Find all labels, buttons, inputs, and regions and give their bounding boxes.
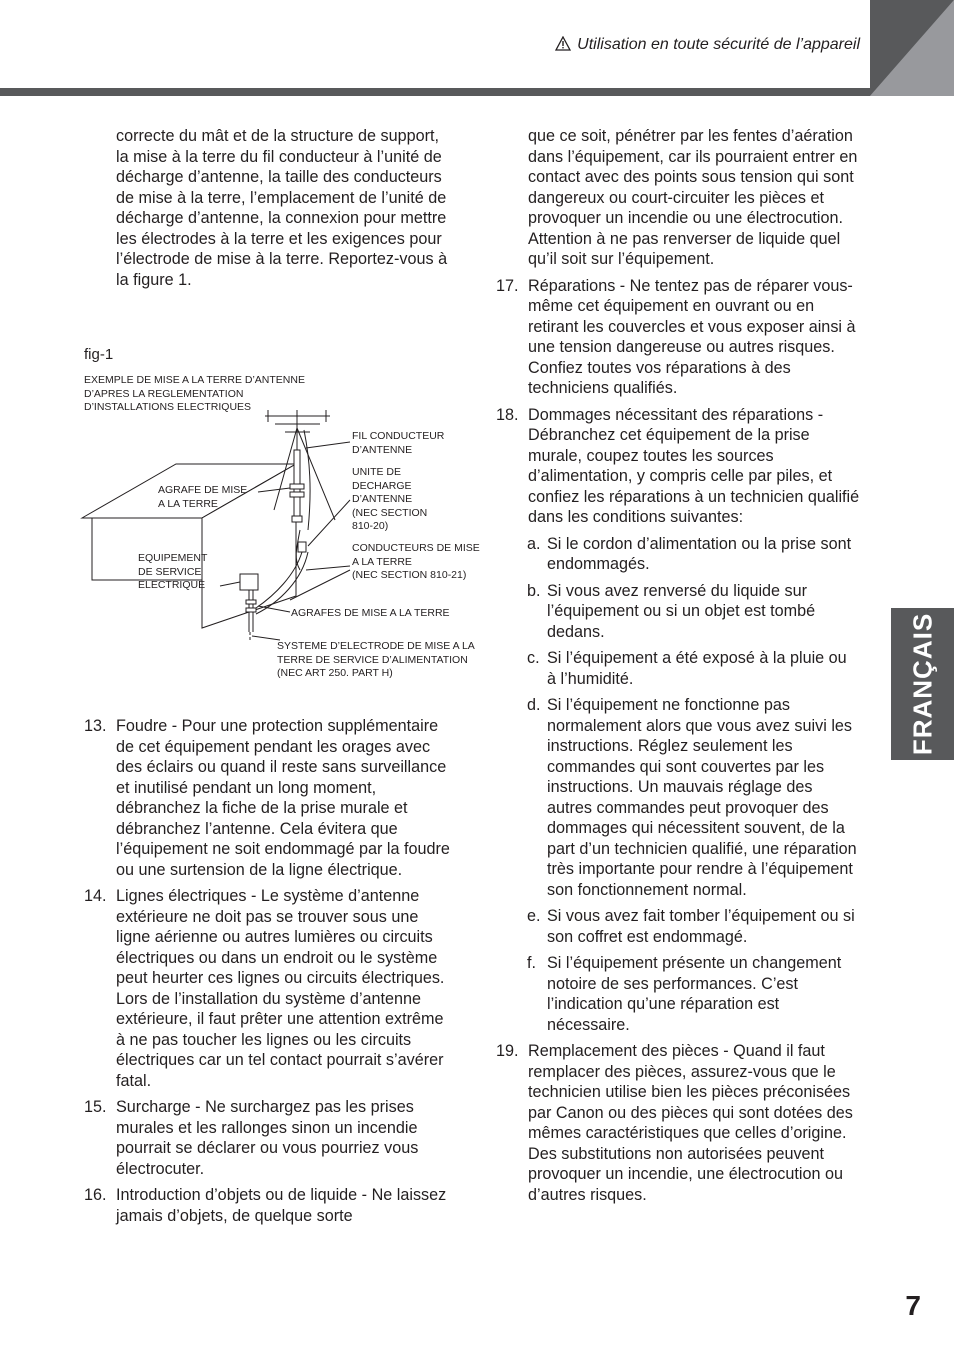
header-title-text: Utilisation en toute sécurité de l’appareil <box>577 36 860 53</box>
sub-item <box>527 953 860 1035</box>
label-ground-clamps: AGRAFES DE MISE A LA TERRE <box>291 607 450 619</box>
list-item <box>84 716 454 880</box>
label-grounding-conductors: CONDUCTEURS DE MISE A LA TERRE (NEC SECTION 810-21) <box>352 542 480 581</box>
continuation-paragraph: que ce soit, pénétrer par les fentes d’aération dans l’équipement, car ils pourraient entrer en contact avec des points sous tension qui sont dangereux ou court-circuiter les pièces et provoquer un incendie ou une électrocution. Attention à ne pas renverser de liquide quel qu’il soit sur l’équipement. <box>528 127 858 268</box>
item-number: 13. <box>84 717 107 735</box>
item-text: Remplacement des pièces - Quand il faut remplacer des pièces, assurez-vous que le technicien utilise bien les pièces préconisées par Canon ou des pièces qui sont dotées des mêmes caractéristiques que celles d’origine. Des substitutions non autorisées peuvent provoquer un incendie, une électrocution ou d’autres risques. <box>528 1042 853 1204</box>
sub-item-letter: b. <box>527 581 541 600</box>
list-item <box>84 886 454 1091</box>
item-number: 19. <box>496 1042 519 1060</box>
intro-paragraph: correcte du mât et de la structure de support, la mise à la terre du fil conducteur à l’unité de décharge d’antenne, la taille des conducteurs de mise à la terre, l’emplacement de l’unité de décharge d’antenne, la connexion pour mettre les électrodes à la terre et les exigences pour l’électrode de mise à la terre. Reportez-vous à la figure 1. <box>116 127 448 289</box>
sub-item <box>527 695 860 900</box>
sub-item-letter: e. <box>527 907 541 925</box>
sub-item <box>527 534 860 575</box>
sub-item-letter: c. <box>527 649 540 667</box>
sub-item <box>527 648 860 689</box>
item-number: 16. <box>84 1186 107 1204</box>
grounding-figure <box>80 370 500 690</box>
item-text: Surcharge - Ne surchargez pas les prises murales et les rallonges sinon un incendie pourrait se déclarer ou vous pourriez vous électrocuter. <box>116 1098 419 1178</box>
item-text: Lignes électriques - Le système d’antenne extérieure ne doit pas se trouver sous une ligne aérienne ou autres lumières ou circuits électriques ou dans un endroit ou le système peut heurter ces lignes ou circuits électriques. Lors de l’installation du système d’antenne extérieure, il faut prêter une attention extrême à ne pas toucher les lignes ou les circuits électriques car un tel contact pourrait s’avérer fatal. <box>116 887 445 1090</box>
page-number: 7 <box>905 1290 921 1321</box>
list-item <box>496 1041 860 1205</box>
sub-item-letter: a. <box>527 534 541 553</box>
figure-title: EXEMPLE DE MISE A LA TERRE D’ANTENNE D’APRES LA REGLEMENTATION D’INSTALLATIONS ELECTRIQUES <box>84 374 305 413</box>
label-service-equipment: EQUIPEMENT DE SERVICE ELECTRIQUE <box>138 552 208 591</box>
label-ground-clamp: AGRAFE DE MISE A LA TERRE <box>158 484 248 510</box>
sub-item-letter: d. <box>527 696 541 714</box>
sub-item-text: Si l’équipement ne fonctionne pas normalement alors que vous avez suivi les instructions. Réglez seulement les commandes qui sont couvertes par les instructions. Un mauvais réglage des autres commandes peut provoquer des dommages qui nécessitent souvent, de la part d’un technicien qualifié, une réparation très importante pour rendre à l’équipement son fonctionnement normal. <box>547 696 857 899</box>
header-title <box>500 36 860 56</box>
list-item <box>84 1097 454 1179</box>
item-text: Introduction d’objets ou de liquide - Ne laissez jamais d’objets, de quelque sorte <box>116 1186 447 1225</box>
right-column <box>496 126 860 1211</box>
corner-fold-icon <box>870 0 954 96</box>
figure-label: fig-1 <box>84 346 114 363</box>
left-intro <box>116 126 456 290</box>
label-electrode-system: SYSTEME D’ELECTRODE DE MISE A LA TERRE DE SERVICE D’ALIMENTATION (NEC ART 250. PART H) <box>277 640 475 679</box>
sub-item-text: Si vous avez renversé du liquide sur l’équipement ou si un objet est tombé dedans. <box>547 581 816 641</box>
list-item <box>496 405 860 528</box>
list-item <box>84 1185 454 1226</box>
label-discharge-unit: UNITE DE DECHARGE D’ANTENNE (NEC SECTION 810-20) <box>352 466 428 532</box>
item-number: 14. <box>84 887 107 905</box>
item-number: 17. <box>496 276 519 295</box>
sub-item <box>527 581 860 643</box>
item-text: Réparations - Ne tentez pas de réparer vous-même cet équipement en ouvrant ou en retirant les couvercles et vous exposer ainsi à une tension dangereuse ou autres risques. Confiez toutes vos réparations à des techniciens qualifiés. <box>528 276 856 397</box>
item-text: Foudre - Pour une protection supplémentaire de cet équipement pendant les orages avec des éclairs ou quand il reste sans surveillance et inutilisé pendant un long moment, débranchez la fiche de la prise murale et débranchez l’antenne. Cela évitera que l’équipement ne soit endommagé par la foudre ou une surtension de la ligne électrique. <box>116 717 450 879</box>
left-items <box>84 716 454 1232</box>
sub-item-letter: f. <box>527 954 536 972</box>
item-number: 18. <box>496 405 519 424</box>
sub-item-text: Si l’équipement a été exposé à la pluie ou à l’humidité. <box>547 649 847 688</box>
sub-item-text: Si vous avez fait tomber l’équipement ou si son coffret est endommagé. <box>547 907 855 946</box>
header-rule <box>0 88 954 96</box>
warning-triangle-icon <box>555 36 571 56</box>
sub-item-text: Si le cordon d’alimentation ou la prise sont endommagés. <box>547 534 852 573</box>
item-number: 15. <box>84 1098 107 1116</box>
language-tab <box>891 608 954 760</box>
label-lead-in: FIL CONDUCTEUR D’ANTENNE <box>352 430 445 456</box>
sub-item <box>527 906 860 947</box>
sub-item-text: Si l’équipement présente un changement notoire de ses performances. C’est l’indication qu’une réparation est nécessaire. <box>547 954 842 1034</box>
item-text: Dommages nécessitant des réparations - Débranchez cet équipement de la prise murale, coupez toutes les sources d’alimentation, y compris celle par piles, et confiez les réparations à un technicien qualifié dans les conditions suivantes: <box>528 405 860 526</box>
list-item <box>496 276 860 399</box>
language-tab-label: FRANÇAIS <box>907 612 937 756</box>
